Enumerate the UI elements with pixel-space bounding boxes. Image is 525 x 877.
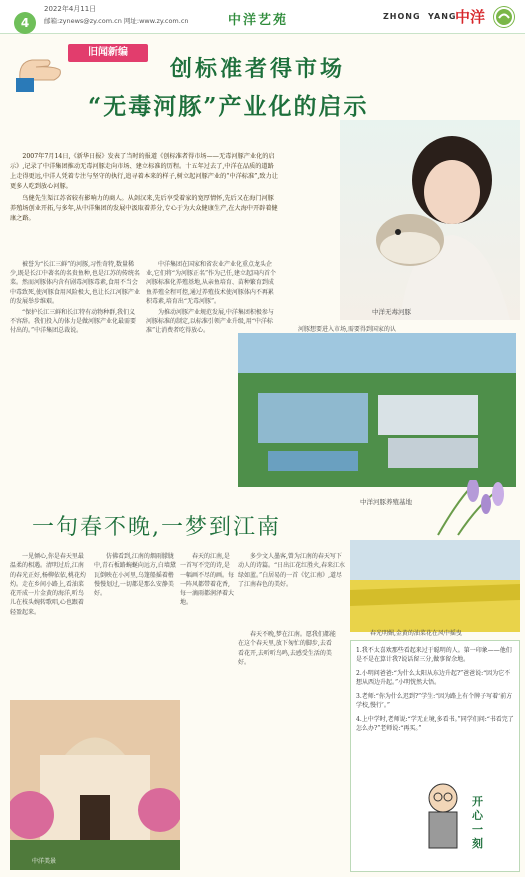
cartoon-man-icon — [420, 780, 466, 850]
body-paragraph: 多少文人墨客,曾为江南的春天写下动人的诗篇。“日出江花红胜火,春来江水绿如蓝。”白居易的一首《忆江南》,道尽了江南春色的美好。 — [238, 553, 345, 588]
body-paragraph: 为推动河豚产业规范发展,中洋集团积极参与河豚标准的制定,以标准引领产业升级,用“中洋标准”让消费者吃得放心。 — [146, 309, 274, 335]
article-body-column — [94, 552, 176, 598]
article-body-column — [146, 260, 278, 336]
article-body-column — [238, 630, 336, 667]
section-title: 中洋艺苑 — [228, 13, 289, 28]
lead-paragraph: 鸟健先生渠江苏省较有影响力的商人。从剑汉来,先后享受着家的宽厚情怀,先后又在海门河豚养殖场创业开拓,与多年,从中洋集团的发展中汲取着养分,专心于为大众健康生产,在大海中开辟着健康之路。 — [10, 195, 278, 222]
article-title-line2: “无毒河豚”产业化的启示 — [88, 93, 369, 120]
body-paragraph: 中洋集团在国家和省农业产业化重点龙头企业,它们将“为河豚正名”作为己任,建立起国内首个河豚标准化养殖基地,从亲鱼培育、苗种繁育到成鱼养殖全程可控,通过养殖技术使河豚体内不再累积毒素,培育出“无毒河豚”。 — [146, 261, 276, 305]
column-tag: 旧闻新编 — [68, 44, 148, 62]
body-paragraph: 河豚想要进入市场,需要得到国家的认 — [298, 326, 396, 333]
article-lead — [10, 152, 278, 226]
contact-info: 邮箱:zynews@zy.com.cn 网址:www.zy.com.cn — [44, 17, 189, 25]
brand-latin-zhong: ZHONG — [383, 12, 421, 21]
brand-name: 中洋 — [455, 8, 486, 26]
joke-item: 2.小明问爸爸:“为什么太阳从东边升起?”爸爸说:“因为它不想从西边升起。”小明恍然大悟。 — [356, 670, 511, 686]
issue-date: 2022年4月11日 — [44, 5, 97, 13]
body-paragraph: 被誉为“长江三鲜”的河豚,习性奇特,数量稀少,既是长江中著名的名贵鱼种,也是江苏的传统名菜。然而河豚体内含有剧毒河豚毒素,食用不当会中毒致死,使河豚食用风险极大,也让长江河豚产业的发展举步维艰。 — [10, 261, 140, 305]
article-title-line1: 创标准者得市场 — [170, 56, 346, 82]
aquaculture-base-aerial-photo — [238, 333, 516, 487]
article-body-column — [10, 260, 140, 336]
article-body-column — [238, 552, 346, 589]
photo-caption: 中洋美景 — [32, 858, 57, 865]
body-paragraph: 春天不晚,梦在江南。愿我们都能在这个春天里,放下匆忙的脚步,去看看花开,去听听鸟鸣,去感受生活的美好。 — [238, 631, 336, 666]
photo-caption: 中洋无毒河豚 — [372, 308, 411, 316]
brand-latin-yang: YANG — [428, 12, 457, 21]
body-paragraph: 仿佛看到,江南的烟雨朦胧中,青石板路蜿蜒向远方,白墙黛瓦倒映在小河里,乌篷船摇着橹慢慢划过,一切都是那么安静美好。 — [94, 553, 176, 598]
body-paragraph: “保护长江三鲜和长江特有动物种群,我们义不容辞。我们投入的体力是做河豚产业化最需要付出的。”中洋集团总裁说。 — [10, 309, 137, 335]
jokes-title: 开心一刻 — [472, 795, 483, 850]
woman-holding-pufferfish-photo — [340, 120, 520, 320]
jokes-list — [356, 646, 516, 738]
article-title: 一句春不晚,一梦到江南 — [32, 515, 281, 540]
article-body-column — [10, 552, 88, 617]
joke-item: 3.老师:“你为什么迟到?”学生:“因为路上有个牌子写着‘前方学校,慢行’。” — [356, 693, 513, 709]
joke-item: 4.上中学时,老师说:“学无止境,多看书。”同学们问:“书看完了怎么办?”老师说:“再买。” — [356, 716, 514, 732]
flowers-illustration-icon — [428, 480, 518, 540]
brand-logo-icon — [493, 6, 515, 28]
body-paragraph: 一见倾心,你是春天里最温柔的相遇。清明过后,江南的春光正好,杨柳依依,桃花灼灼。走在乡间小路上,看油菜花开成一片金黄的海洋,听鸟儿在枝头婉转歌唱,心也跟着轻盈起来。 — [10, 553, 86, 616]
building-photo — [10, 700, 180, 870]
rapeseed-field-photo — [350, 540, 520, 632]
body-paragraph: 春天的江南,是一首写不完的诗,是一幅画不尽的画。每一阵风都带着花香,每一滴雨都润泽着大地。 — [180, 553, 235, 607]
joke-item: 1.我不太喜欢那些看起来过于聪明的人。第一印象——他们是不是在算计我?说话留三分,做事留余地。 — [356, 647, 512, 663]
article-body-column — [180, 552, 234, 608]
lead-paragraph: 2007年7月14日,《新华日报》发表了当时的报道《创标准者得市场——无毒河豚产业化的启示》,记录了中洋集团推动无毒河豚走向市场、建立标准的历程。十五年过去了,中洋在品质的道路上走得更远,中洋人凭着专注与坚守的执行,追寻着本来的样子,树立起河豚产业的“中洋标准”,致力让更多人吃到放心河豚。 — [10, 153, 278, 190]
photo-caption: 春光明媚,金黄的油菜花在风中摇曳 — [370, 630, 462, 637]
photo-caption: 中洋河豚养殖基地 — [360, 498, 412, 506]
page-number: 4 — [14, 12, 36, 34]
